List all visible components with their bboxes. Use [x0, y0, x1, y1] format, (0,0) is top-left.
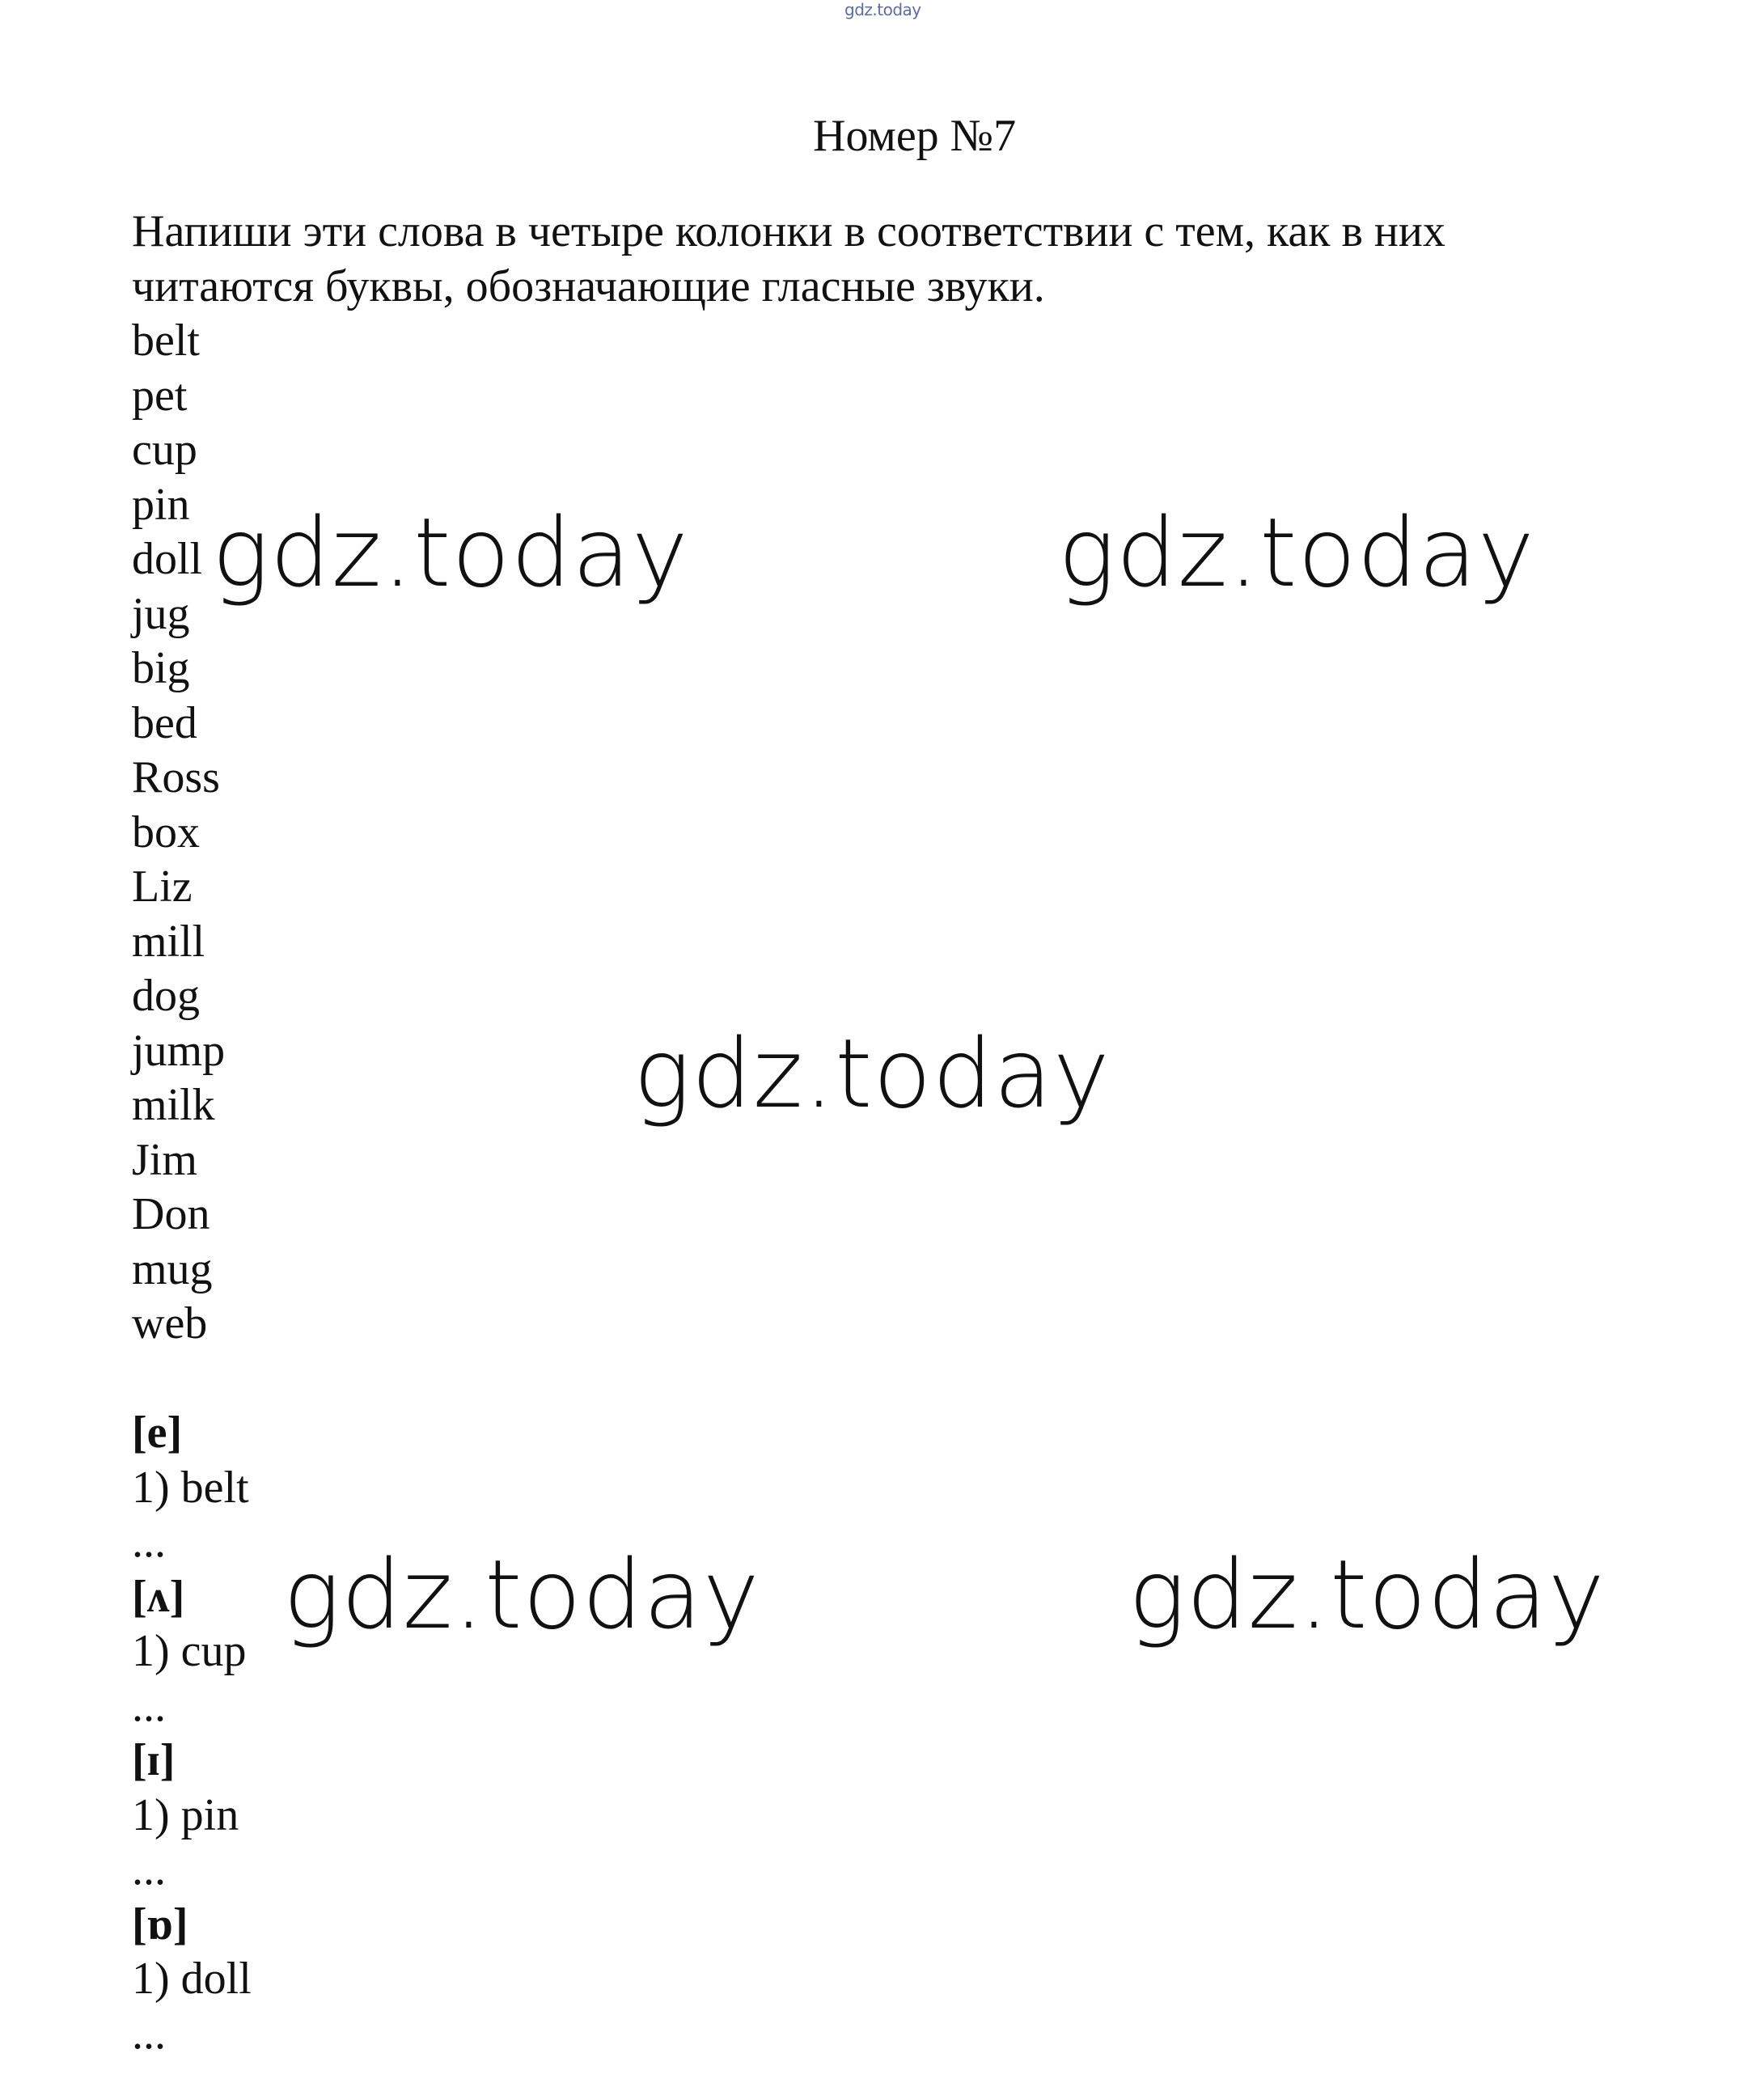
answer-ellipsis: ... [132, 1680, 166, 1731]
sound-heading-wedge: [ʌ] [132, 1571, 185, 1622]
word-item: mug [132, 1243, 213, 1294]
word-item: dog [132, 971, 200, 1021]
answer-ellipsis: ... [132, 1517, 166, 1567]
answer-item: 1) doll [132, 1954, 252, 2004]
word-item: jug [132, 588, 190, 639]
word-item: bed [132, 697, 197, 748]
answer-ellipsis: ... [132, 1844, 166, 1895]
word-item: belt [132, 315, 200, 366]
watermark: gdz.today [633, 1018, 1111, 1129]
instruction [132, 204, 1604, 314]
answers-section [132, 1406, 252, 2061]
word-item: cup [132, 425, 197, 475]
top-watermark: gdz.today [844, 0, 921, 19]
word-item: big [132, 643, 190, 693]
sound-heading-e: [e] [132, 1408, 183, 1458]
watermark: gdz.today [212, 497, 689, 608]
sound-heading-i: [ɪ] [132, 1735, 176, 1785]
word-item: Don [132, 1189, 210, 1239]
word-item: Liz [132, 862, 193, 912]
answer-item: 1) cup [132, 1626, 247, 1676]
instruction-line-1: Напиши эти слова в четыре колонки в соответствии с тем, как в них [132, 206, 1445, 256]
watermark: gdz.today [283, 1539, 760, 1650]
word-item: mill [132, 916, 205, 967]
page-title: Номер №7 [813, 111, 1017, 161]
word-item: Jim [132, 1134, 197, 1185]
word-item: pin [132, 479, 190, 530]
word-item: doll [132, 534, 203, 584]
watermark: gdz.today [1058, 497, 1535, 608]
word-item: pet [132, 370, 188, 421]
instruction-line-2: читаются буквы, обозначающие гласные звуки. [132, 261, 1045, 311]
word-list [132, 314, 225, 1352]
answer-item: 1) belt [132, 1462, 249, 1513]
answer-ellipsis: ... [132, 2008, 166, 2059]
word-item: jump [132, 1025, 226, 1076]
word-item: web [132, 1298, 208, 1348]
sound-heading-o: [ɒ] [132, 1899, 188, 1950]
word-item: Ross [132, 752, 220, 802]
word-item: box [132, 807, 200, 857]
word-item: milk [132, 1080, 215, 1130]
watermark: gdz.today [1128, 1539, 1606, 1650]
answer-item: 1) pin [132, 1789, 239, 1840]
